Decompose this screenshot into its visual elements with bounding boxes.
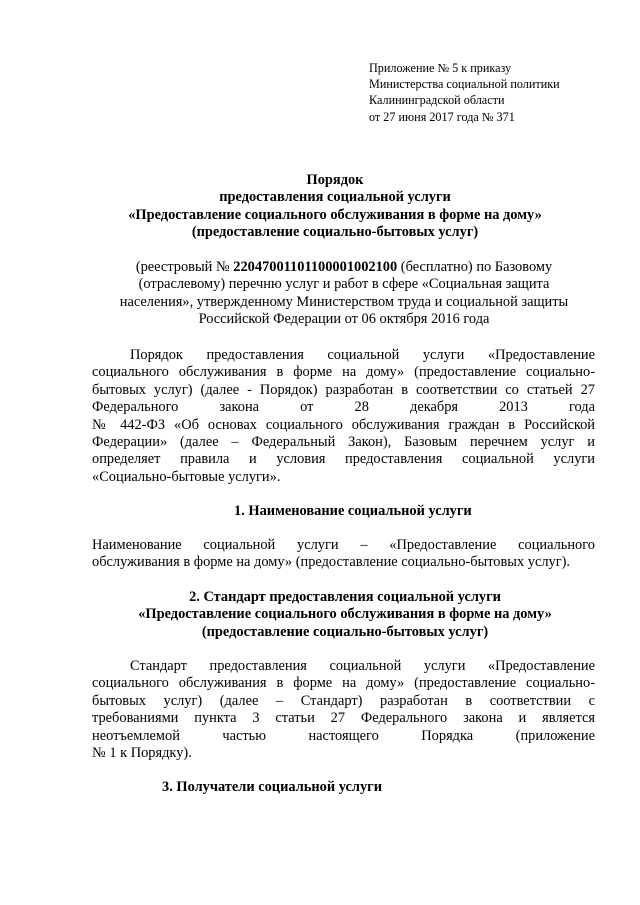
intro-paragraph — [92, 347, 595, 486]
section-1-heading: 1. Наименование социальной услуги — [234, 503, 472, 519]
appendix-line: Министерства социальной политики — [369, 77, 560, 92]
heading-line: (предоставление социально-бытовых услуг) — [201, 623, 489, 640]
paragraph-line: бытовых услуг) (далее - Порядок) разработан в соответствии со статьей 27 — [92, 381, 595, 398]
paragraph-line: «Социально-бытовые услуги». — [92, 468, 281, 485]
registry-first-line — [104, 259, 584, 276]
appendix-line: от 27 июня 2017 года № 371 — [369, 109, 515, 124]
paragraph-line: бытовых услуг) (далее – Стандарт) разработан в соответствии с — [92, 692, 595, 709]
registry-block — [104, 259, 584, 329]
paragraph-line: Федерации» (далее – Федеральный Закон), Базовым перечнем услуг и — [92, 434, 595, 451]
heading-line: 2. Стандарт предоставления социальной услуги — [189, 589, 501, 605]
document-title — [80, 172, 590, 242]
paragraph-line: Наименование социальной услуги – «Предоставление социального — [92, 537, 595, 553]
paragraph-line: социального обслуживания в форме на дому» (предоставление социально- — [92, 675, 595, 692]
paragraph-line: Порядок предоставления социальной услуги «Предоставление — [130, 347, 595, 363]
paragraph-line: № 442-ФЗ «Об основах социального обслуживания граждан в Российской — [92, 416, 595, 433]
registry-line: Российской Федерации от 06 октября 2016 года — [198, 311, 490, 328]
heading-line: «Предоставление социального обслуживания в форме на дому» — [138, 606, 552, 623]
paragraph-line: Стандарт предоставления социальной услуги «Предоставление — [130, 658, 595, 674]
paragraph-line: определяет правила и условия предоставления социальной услуги — [92, 451, 595, 468]
title-line: «Предоставление социального обслуживания в форме на дому» — [128, 206, 542, 223]
section-1-paragraph — [92, 537, 595, 572]
section-2-paragraph — [92, 658, 595, 762]
appendix-reference — [369, 60, 619, 125]
title-line: предоставления социальной услуги — [219, 189, 451, 206]
paragraph-line: неотъемлемой частью настоящего Порядка (приложение — [92, 727, 595, 744]
registry-line: населения», утвержденному Министерством труда и социальной защиты — [119, 293, 569, 310]
paragraph-line: социального обслуживания в форме на дому» (предоставление социально- — [92, 364, 595, 381]
appendix-line: Калининградской области — [369, 93, 505, 108]
paragraph-line: Федерального закона от 28 декабря 2013 года — [92, 399, 595, 416]
section-3-heading: 3. Получатели социальной услуги — [162, 779, 382, 795]
registry-suffix: (бесплатно) по Базовому — [397, 259, 553, 275]
section-2-heading — [80, 589, 610, 641]
appendix-line: Приложение № 5 к приказу — [369, 61, 512, 75]
paragraph-line: обслуживания в форме на дому» (предоставление социально-бытовых услуг). — [92, 554, 570, 571]
registry-prefix: (реестровый № — [135, 259, 234, 275]
title-line: (предоставление социально-бытовых услуг) — [191, 224, 479, 241]
title-line: Порядок — [306, 172, 364, 188]
registry-line: (отраслевому) перечню услуг и работ в сфере «Социальная защита — [138, 276, 550, 293]
registry-number: 22047001101100001002100 — [233, 259, 398, 275]
paragraph-line: требованиями пункта 3 статьи 27 Федерального закона и является — [92, 710, 595, 727]
paragraph-line: № 1 к Порядку). — [92, 745, 192, 762]
